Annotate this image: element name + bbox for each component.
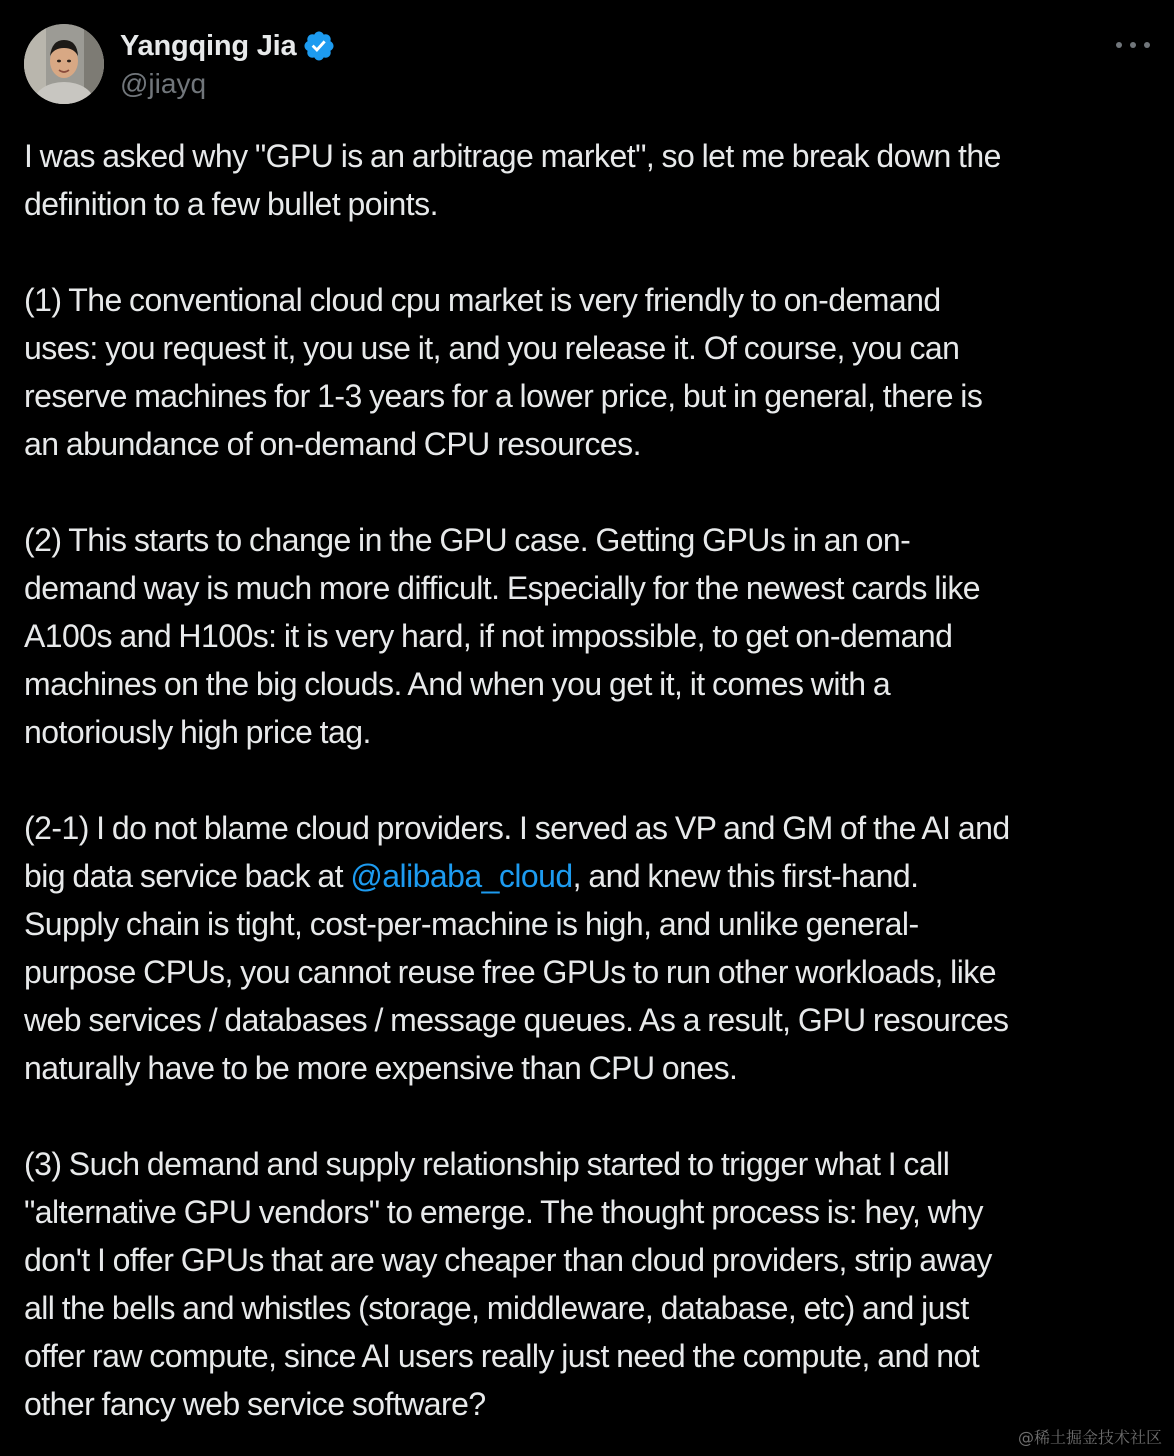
paragraph-intro xyxy=(24,132,1152,228)
text-line: don't I offer GPUs that are way cheaper than cloud providers, strip away xyxy=(24,1242,992,1278)
more-options-icon[interactable] xyxy=(1116,28,1150,62)
profile-photo-icon xyxy=(24,24,104,104)
text-line: web services / databases / message queues. As a result, GPU resources xyxy=(24,1002,1009,1038)
text-line: (2-1) I do not blame cloud providers. I served as VP and GM of the AI and xyxy=(24,810,1010,846)
tweet-header xyxy=(24,24,1150,106)
text-line: offer raw compute, since AI users really just need the compute, and not xyxy=(24,1338,980,1374)
text-line: reserve machines for 1-3 years for a lower price, but in general, there is xyxy=(24,378,983,414)
text-line: "alternative GPU vendors" to emerge. The thought process is: hey, why xyxy=(24,1194,983,1230)
paragraph-point-1 xyxy=(24,276,1152,468)
text-line: Supply chain is tight, cost-per-machine is high, and unlike general- xyxy=(24,906,919,942)
paragraph-point-2-1 xyxy=(24,804,1152,1092)
paragraph-point-3 xyxy=(24,1140,1152,1428)
text-line: (1) The conventional cloud cpu market is very friendly to on-demand xyxy=(24,282,941,318)
text-line: uses: you request it, you use it, and you release it. Of course, you can xyxy=(24,330,960,366)
mention-link[interactable]: @alibaba_cloud xyxy=(350,858,573,894)
user-info xyxy=(120,26,336,100)
text-line: I was asked why "GPU is an arbitrage market", so let me break down the xyxy=(24,138,1001,174)
tweet-text xyxy=(24,132,1152,1428)
text-line: machines on the big clouds. And when you get it, it comes with a xyxy=(24,666,891,702)
text-line: naturally have to be more expensive than CPU ones. xyxy=(24,1050,738,1086)
text-line: purpose CPUs, you cannot reuse free GPUs to run other workloads, like xyxy=(24,954,996,990)
text-line: an abundance of on-demand CPU resources. xyxy=(24,426,641,462)
paragraph-point-2 xyxy=(24,516,1152,756)
text-line: all the bells and whistles (storage, middleware, database, etc) and just xyxy=(24,1290,969,1326)
text-line: demand way is much more difficult. Especially for the newest cards like xyxy=(24,570,981,606)
text-line: (3) Such demand and supply relationship started to trigger what I call xyxy=(24,1146,950,1182)
text-line xyxy=(24,852,1152,900)
text-line: other fancy web service software? xyxy=(24,1386,486,1422)
text-segment: , and knew this first-hand. xyxy=(572,858,919,894)
watermark: @稀土掘金技术社区 xyxy=(1017,1428,1162,1447)
user-handle[interactable]: @jiayq xyxy=(120,68,207,99)
text-line: definition to a few bullet points. xyxy=(24,186,438,222)
text-segment: big data service back at xyxy=(24,858,351,894)
verified-badge-icon xyxy=(302,29,336,63)
avatar[interactable] xyxy=(24,24,104,104)
text-line: A100s and H100s: it is very hard, if not impossible, to get on-demand xyxy=(24,618,953,654)
display-name[interactable]: Yangqing Jia xyxy=(120,29,297,62)
text-line: notoriously high price tag. xyxy=(24,714,371,750)
display-name-row xyxy=(120,26,336,66)
text-line: (2) This starts to change in the GPU case. Getting GPUs in an on- xyxy=(24,522,911,558)
